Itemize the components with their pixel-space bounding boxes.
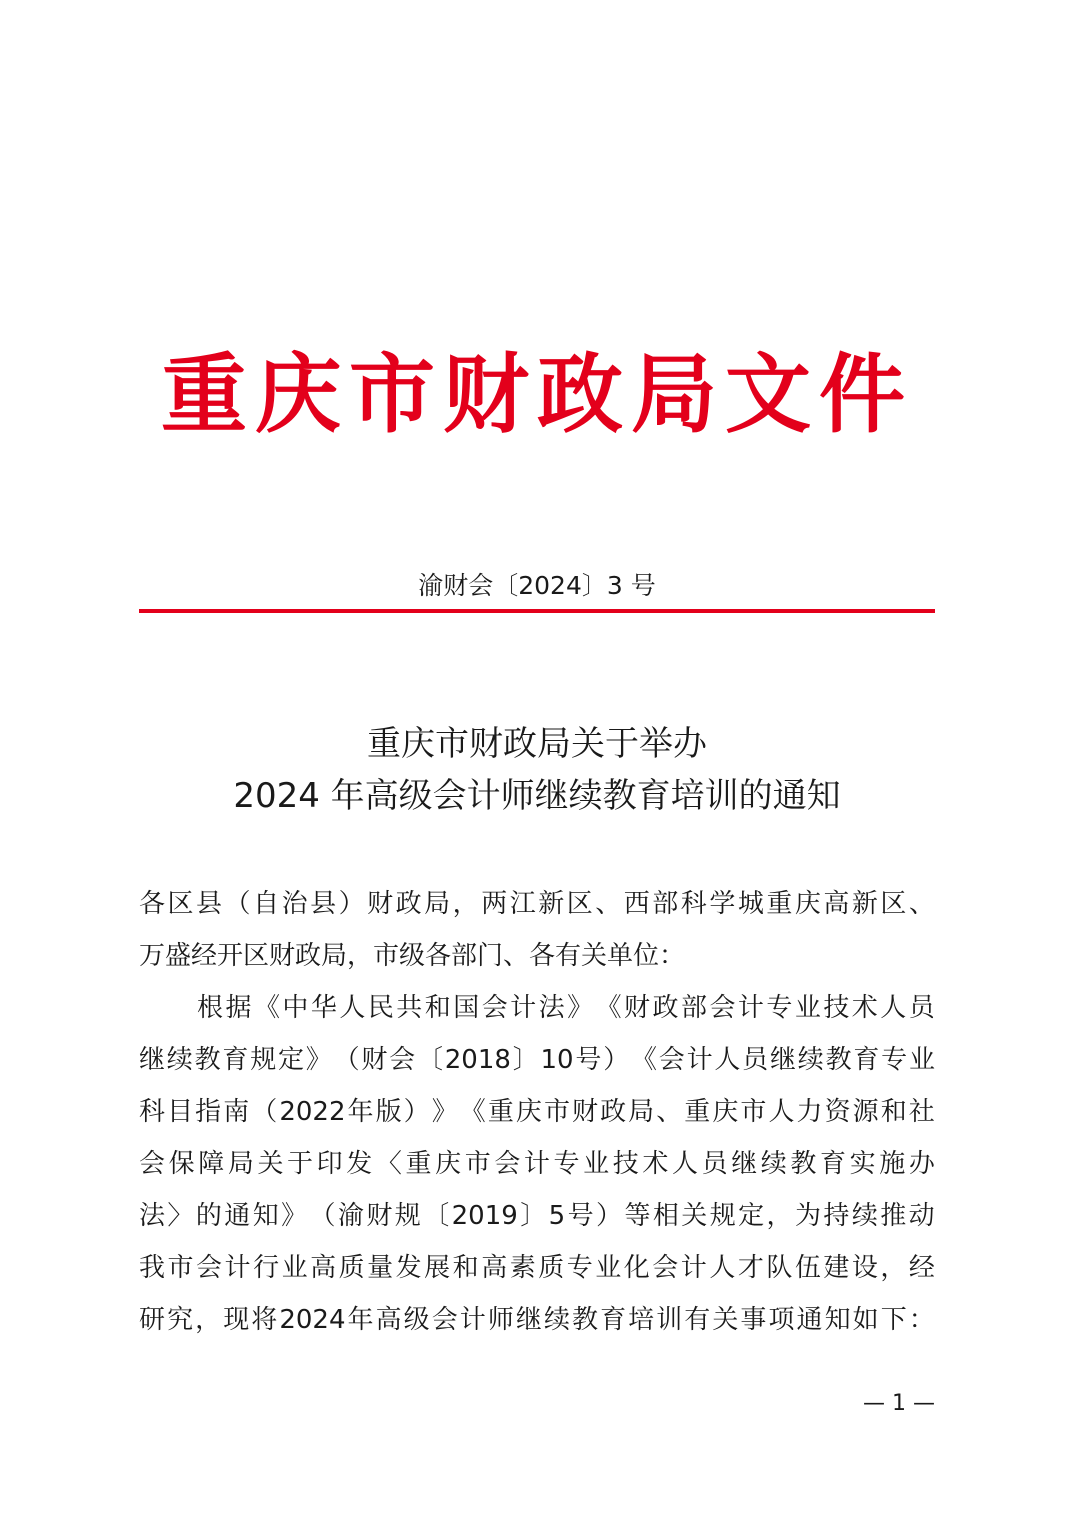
body-line: 会 保 障 局 关 于 印 发 〈 重 庆 市 会 计 专 业 技 术 人 员 继 续 教 育 实 施 办: [139, 1149, 935, 1179]
body-line: 万盛经开区财政局，市级各部门、各有关单位：: [139, 941, 686, 971]
notice-title: [0, 718, 1074, 822]
body-line: 研 究 ， 现 将 2024 年 高 级 会 计 师 继 续 教 育 培 训 有 关 事 项 通 知 如 下 ：: [139, 1305, 935, 1335]
red-masthead-title: 重庆市财政局文件: [161, 344, 913, 445]
body-line: 根 据 《 中 华 人 民 共 和 国 会 计 法 》 《 财 政 部 会 计 专 业 技 术 人 员: [197, 993, 935, 1023]
notice-body: [139, 878, 935, 1346]
red-divider-rule: [139, 609, 935, 613]
body-line: 科 目 指 南 （ 2022 年 版 ） 》 《 重 庆 市 财 政 局 、 重 庆 市 人 力 资 源 和 社: [139, 1097, 935, 1127]
document-number: 渝财会〔2024〕3 号: [418, 571, 656, 600]
body-line: 各 区 县 （ 自 治 县 ） 财 政 局 ， 两 江 新 区 、 西 部 科 学 城 重 庆 高 新 区 、: [139, 889, 935, 919]
notice-title-line-1: 重庆市财政局关于举办: [367, 724, 707, 764]
notice-title-line-2: 2024 年高级会计师继续教育培训的通知: [233, 776, 841, 816]
body-line: 继 续 教 育 规 定 》 （ 财 会 〔 2018 〕 10 号 ） 《 会 计 人 员 继 续 教 育 专 业: [139, 1045, 935, 1075]
page-number: — 1 —: [863, 1391, 935, 1416]
body-line: 法 〉 的 通 知 》 （ 渝 财 规 〔 2019 〕 5 号 ） 等 相 关 规 定 ， 为 持 续 推 动: [139, 1201, 935, 1231]
body-line: 我 市 会 计 行 业 高 质 量 发 展 和 高 素 质 专 业 化 会 计 人 才 队 伍 建 设 ， 经: [139, 1253, 935, 1283]
